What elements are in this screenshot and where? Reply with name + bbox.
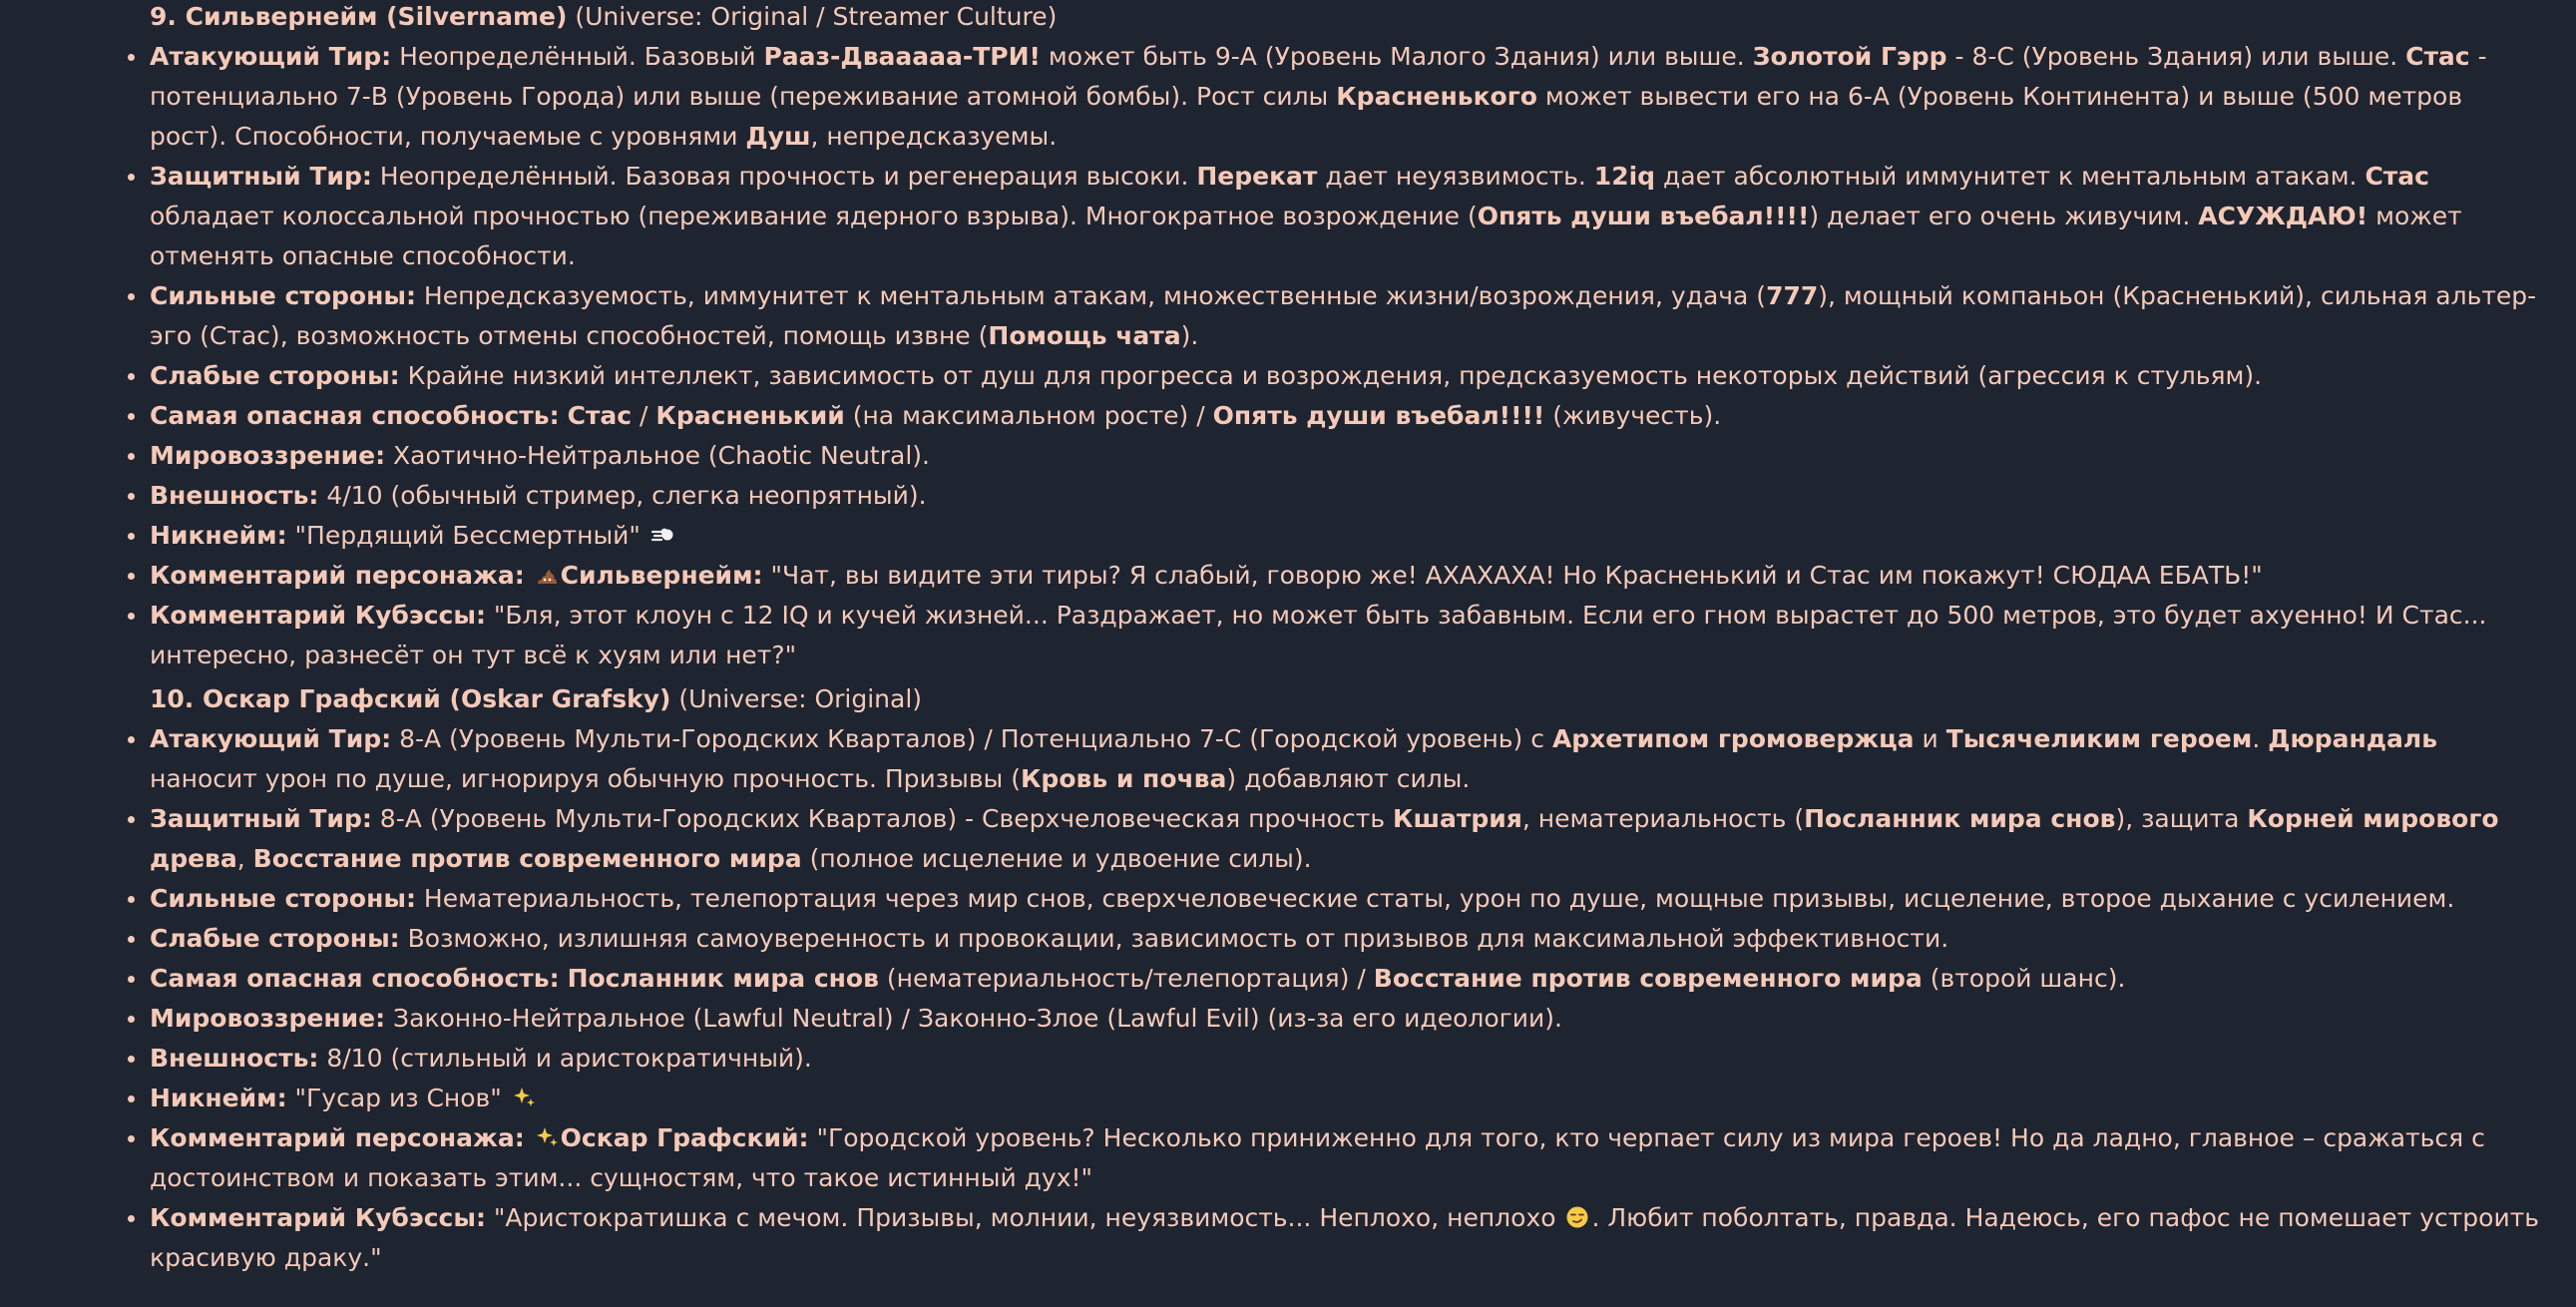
field-label: Комментарий персонажа: xyxy=(150,1123,525,1152)
field-label: Защитный Тир: xyxy=(150,804,372,833)
character-10-heading xyxy=(0,679,2576,719)
text xyxy=(560,401,568,430)
text: "Пердящий Бессмертный" xyxy=(286,521,648,550)
field-label: Никнейм: xyxy=(150,521,287,550)
text: дает неуязвимость. xyxy=(1317,162,1594,191)
text xyxy=(560,964,568,993)
list-item-defense-tier xyxy=(0,157,2576,276)
list-item-appearance xyxy=(0,476,2576,516)
list-item-kubessa-comment xyxy=(0,596,2576,675)
field-label: Мировоззрение: xyxy=(150,441,386,470)
field-label: Внешность: xyxy=(150,1044,319,1073)
text: (живучесть). xyxy=(1544,401,1722,430)
field-label: Внешность: xyxy=(150,481,319,510)
ability-name: Помощь чата xyxy=(988,321,1181,350)
character-9-universe: (Universe: Original / Streamer Culture) xyxy=(567,2,1058,31)
text: . xyxy=(2252,724,2269,753)
ability-name: Стас xyxy=(2405,42,2470,71)
text: может вывести его на 6-А (Уровень Континента) и выше (500 метров рост). Способности, получаемые с уровнями xyxy=(150,82,2463,151)
text: (полное исцеление и удвоение силы). xyxy=(801,844,1312,873)
speaker-name: Сильвернейм: xyxy=(560,561,763,590)
text: Неопределённый. Базовая прочность и регенерация высоки. xyxy=(371,162,1197,191)
ability-name: 777 xyxy=(1766,281,1819,310)
ability-name: Восстание против современного мира xyxy=(252,844,802,873)
text: "Гусар из Снов" xyxy=(286,1084,510,1112)
list-item-defense-tier xyxy=(0,799,2576,879)
list-item-weaknesses xyxy=(0,356,2576,396)
ability-name: Посланник мира снов xyxy=(1804,804,2116,833)
ability-name: Кровь и почва xyxy=(1021,764,1227,793)
ability-name: Перекат xyxy=(1196,162,1318,191)
field-label: Защитный Тир: xyxy=(150,162,372,191)
text: - 8-С (Уровень Здания) или выше. xyxy=(1946,42,2406,71)
field-label: Комментарий персонажа: xyxy=(150,561,525,590)
list-item-alignment xyxy=(0,436,2576,476)
text: (нематериальность/телепортация) / xyxy=(878,964,1374,993)
text: , непредсказуемы. xyxy=(810,122,1058,151)
ability-name: Тысячеликим героем xyxy=(1945,724,2253,753)
text: Возможно, излишняя самоуверенность и провокации, зависимость от призывов для максимальной эффективности. xyxy=(399,924,1949,953)
list-item-nickname xyxy=(0,516,2576,556)
dash-emoji-icon xyxy=(650,523,674,547)
character-9-stats-list xyxy=(0,37,2576,675)
speaker-name: Оскар Графский: xyxy=(560,1123,809,1152)
text: , нематериальность ( xyxy=(1521,804,1805,833)
smirk-emoji-icon xyxy=(1565,1205,1589,1229)
text: "Бля, этот клоун с 12 IQ и кучей жизней... Раздражает, но может быть забавным. Если его гном вырастет до 500 метров, это будет ахуенно! И Стас... интересно, разнесёт он тут всё к хуям или нет?" xyxy=(150,601,2487,669)
text: ). xyxy=(1180,321,1199,350)
text: дает абсолютный иммунитет к ментальным атакам. xyxy=(1655,162,2365,191)
list-item-attack-tier xyxy=(0,37,2576,157)
list-item-strengths xyxy=(0,879,2576,919)
text: "Аристократишка с мечом. Призывы, молнии, неуязвимость... Неплохо, неплохо xyxy=(485,1203,1564,1232)
text: Непредсказуемость, иммунитет к ментальным атакам, множественные жизни/возрождения, удача ( xyxy=(415,281,1767,310)
sparkles-emoji-icon xyxy=(512,1086,536,1109)
list-item-alignment xyxy=(0,999,2576,1039)
field-label: Мировоззрение: xyxy=(150,1004,386,1033)
text: 4/10 (обычный стример, слегка неопрятный). xyxy=(318,481,927,510)
ability-name: Золотой Гэрр xyxy=(1752,42,1947,71)
ability-name: Красненький xyxy=(655,401,845,430)
text: ) делает его очень живучим. xyxy=(1809,202,2199,230)
ability-name: Рааз-Двааааа-ТРИ! xyxy=(763,42,1041,71)
text: , xyxy=(236,844,253,873)
character-10-universe: (Universe: Original) xyxy=(670,684,923,713)
ability-name: Стас xyxy=(567,401,633,430)
text: Нематериальность, телепортация через мир снов, сверхчеловеческие статы, урон по душе, мощные призывы, исцеление, второе дыхание с усилением. xyxy=(415,884,2455,913)
ability-name: Архетипом громовержца xyxy=(1551,724,1915,753)
ability-name: Посланник мира снов xyxy=(567,964,879,993)
character-10-name: 10. Оскар Графский (Oskar Grafsky) xyxy=(150,684,671,713)
text: Хаотично-Нейтральное (Chaotic Neutral). xyxy=(385,441,930,470)
field-label: Комментарий Кубэссы: xyxy=(150,601,486,630)
text: . Любит поболтать, правда. Надеюсь, его пафос не помешает устроить красивую драку." xyxy=(150,1203,2540,1272)
field-label: Атакующий Тир: xyxy=(150,724,392,753)
field-label: Самая опасная способность: xyxy=(150,964,560,993)
list-item-appearance xyxy=(0,1039,2576,1079)
text: Крайне низкий интеллект, зависимость от душ для прогресса и возрождения, предсказуемость некоторых действий (агрессия к стульям). xyxy=(399,361,2263,390)
ability-name: Кшатрия xyxy=(1393,804,1522,833)
field-label: Никнейм: xyxy=(150,1084,287,1112)
character-10-stats-list xyxy=(0,719,2576,1278)
character-9-name: 9. Сильвернейм (Silvername) xyxy=(150,2,568,31)
text: "Чат, вы видите эти тиры? Я слабый, говорю же! АХАХАХА! Но Красненький и Стас им покажут! СЮДАА ЕБАТЬ!" xyxy=(762,561,2263,590)
ability-name: 12iq xyxy=(1593,162,1656,191)
character-9-heading xyxy=(0,0,2576,37)
ability-name: Дюрандаль xyxy=(2268,724,2438,753)
list-item-strengths xyxy=(0,276,2576,356)
ability-name: Стас xyxy=(2364,162,2429,191)
text: Неопределённый. Базовый xyxy=(391,42,764,71)
text: наносит урон по душе, игнорируя обычную прочность. Призывы ( xyxy=(150,764,1021,793)
field-label: Самая опасная способность: xyxy=(150,401,560,430)
poop-emoji-icon xyxy=(535,563,559,587)
list-item-most-dangerous-ability xyxy=(0,396,2576,436)
text: - потенциально 7-В (Уровень Города) или выше (переживание атомной бомбы). Рост силы xyxy=(150,42,2487,111)
text: может быть 9-А (Уровень Малого Здания) или выше. xyxy=(1040,42,1753,71)
ability-name: АСУЖДАЮ! xyxy=(2198,202,2368,230)
ability-name: Душ xyxy=(745,122,811,151)
text: "Городской уровень? Несколько приниженно для того, кто черпает силу из мира героев! Но да ладно, главное – сражаться с достоинством и показать этим... сущностям, что такое истинный дух!" xyxy=(150,1123,2485,1192)
list-item-character-comment xyxy=(0,1118,2576,1198)
ability-name: Опять души въебал!!!! xyxy=(1212,401,1545,430)
list-item-attack-tier xyxy=(0,719,2576,799)
text: и xyxy=(1914,724,1946,753)
field-label: Сильные стороны: xyxy=(150,281,416,310)
field-label: Слабые стороны: xyxy=(150,361,400,390)
text: (на максимальном росте) / xyxy=(844,401,1213,430)
ability-name: Восстание против современного мира xyxy=(1373,964,1923,993)
text: (второй шанс). xyxy=(1922,964,2126,993)
list-item-most-dangerous-ability xyxy=(0,959,2576,999)
text: 8-А (Уровень Мульти-Городских Кварталов) - Сверхчеловеческая прочность xyxy=(371,804,1394,833)
text: ) добавляют силы. xyxy=(1226,764,1471,793)
field-label: Сильные стороны: xyxy=(150,884,416,913)
list-item-kubessa-comment xyxy=(0,1198,2576,1278)
ability-name: Красненького xyxy=(1336,82,1537,111)
sparkles-emoji-icon xyxy=(535,1125,559,1149)
text: Законно-Нейтральное (Lawful Neutral) / Законно-Злое (Lawful Evil) (из-за его идеологии). xyxy=(385,1004,1562,1033)
text: может отменять опасные способности. xyxy=(150,202,2462,270)
field-label: Комментарий Кубэссы: xyxy=(150,1203,486,1232)
field-label: Атакующий Тир: xyxy=(150,42,392,71)
text: ), защита xyxy=(2115,804,2248,833)
list-item-nickname xyxy=(0,1079,2576,1118)
list-item-character-comment xyxy=(0,556,2576,596)
ability-name: Опять души въебал!!!! xyxy=(1477,202,1810,230)
text: обладает колоссальной прочностью (переживание ядерного взрыва). Многократное возрождение ( xyxy=(150,202,1478,230)
text: / xyxy=(632,401,656,430)
field-label: Слабые стороны: xyxy=(150,924,400,953)
text: 8/10 (стильный и аристократичный). xyxy=(318,1044,812,1073)
ability-name: Корней мирового древа xyxy=(150,804,2499,873)
text: 8-А (Уровень Мульти-Городских Кварталов) / Потенциально 7-С (Городской уровень) с xyxy=(391,724,1552,753)
list-item-weaknesses xyxy=(0,919,2576,959)
text: ), мощный компаньон (Красненький), сильная альтер-эго (Стас), возможность отмены способностей, помощь извне ( xyxy=(150,281,2537,350)
